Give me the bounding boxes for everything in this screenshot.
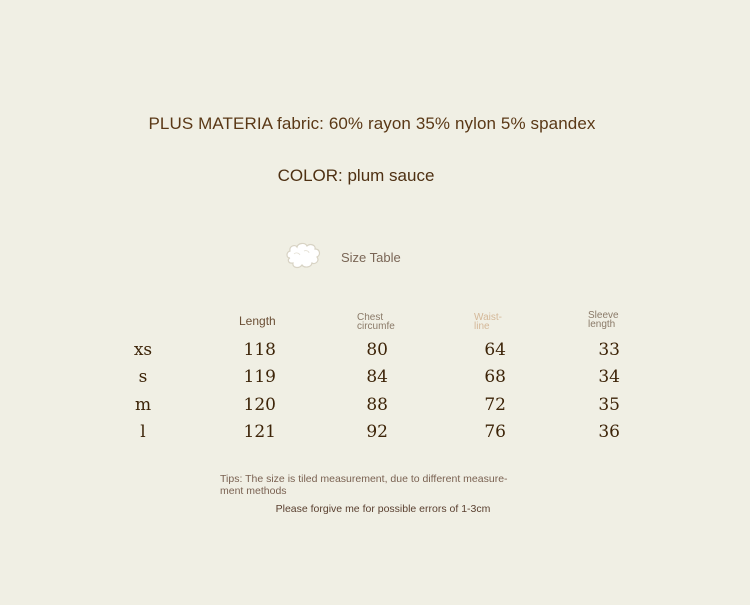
row-s-size: s xyxy=(138,367,148,387)
header-length: Length xyxy=(239,314,276,328)
row-l-chest: 92 xyxy=(366,422,388,442)
forgive-text: Please forgive me for possible errors of 1-3cm xyxy=(275,503,491,515)
row-l-length: 121 xyxy=(243,422,276,442)
header-chest xyxy=(357,313,397,331)
row-xs-chest: 80 xyxy=(366,340,388,360)
row-m-size: m xyxy=(134,395,152,415)
row-l-waist: 76 xyxy=(484,422,506,442)
header-chest-line2: circumfe xyxy=(357,321,395,331)
header-chest-line1: Chest xyxy=(357,313,384,323)
row-xs-waist: 64 xyxy=(484,340,506,360)
header-sleeve xyxy=(588,311,619,329)
row-s-sleeve: 34 xyxy=(598,367,620,387)
tips-text: Tips: The size is tiled measurement, due to different measure-ment methods xyxy=(220,473,508,497)
header-sleeve-line1: Sleeve xyxy=(588,310,619,321)
header-waist-line1: Waist- xyxy=(474,312,502,323)
color-text: COLOR: plum sauce xyxy=(277,166,435,185)
row-l-sleeve: 36 xyxy=(598,422,620,442)
row-m-sleeve: 35 xyxy=(598,395,620,415)
row-m-chest: 88 xyxy=(366,395,388,415)
row-xs-size: xs xyxy=(133,340,153,360)
cloud-icon xyxy=(284,240,324,272)
row-s-length: 119 xyxy=(243,367,276,387)
header-sleeve-line2: length xyxy=(588,319,616,330)
row-s-chest: 84 xyxy=(366,367,388,387)
row-s-waist: 68 xyxy=(484,367,506,387)
row-l-size: l xyxy=(140,422,146,442)
row-xs-sleeve: 33 xyxy=(598,340,620,360)
row-m-length: 120 xyxy=(243,395,276,415)
header-waist-line2: line xyxy=(474,321,490,332)
row-xs-length: 118 xyxy=(243,340,276,360)
size-table-title: Size Table xyxy=(341,250,401,265)
material-text: PLUS MATERIA fabric: 60% rayon 35% nylon 5% spandex xyxy=(148,114,596,133)
header-waist xyxy=(474,313,502,331)
row-m-waist: 72 xyxy=(484,395,506,415)
